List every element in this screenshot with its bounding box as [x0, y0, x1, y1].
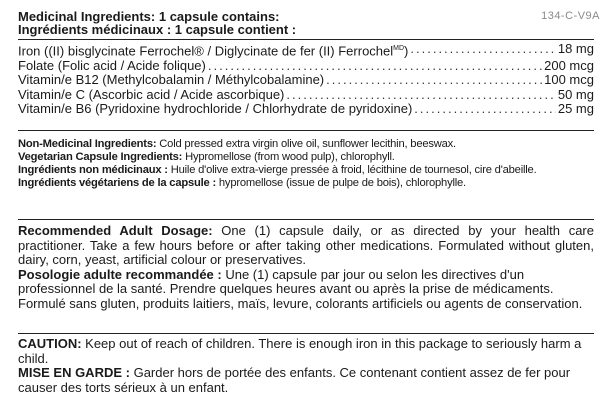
leader-dots: [410, 42, 555, 59]
medicinal-ingredients-section: [18, 10, 594, 116]
section-divider: [18, 130, 594, 131]
vegetarian-capsule-en: Vegetarian Capsule Ingredients: Hypromellose (from wood pulp), chlorophyll.: [18, 151, 395, 163]
dosage-en: Recommended Adult Dosage: One (1) capsule daily, or as directed by your health care practitioner. Take a few hours before or after taking other medications. Formulated without gluten, dairy, corn, yeast, artificial colour or preservatives.: [18, 223, 594, 267]
vegetarian-capsule-fr: Ingrédients végétariens de la capsule : hypromellose (issue de pulpe de bois), chlorophylle.: [18, 177, 466, 189]
ingredient-row-vitamin-c: [18, 88, 594, 102]
non-medicinal-en: Non-Medicinal Ingredients: Cold pressed extra virgin olive oil, sunflower lecithin, beeswax.: [18, 138, 456, 150]
ingredient-row-folate: [18, 59, 594, 73]
ingredient-amount: 50 mg: [557, 86, 594, 102]
ingredient-label: Vitamin/e C (Ascorbic acid / Acide ascorbique): [18, 86, 285, 102]
ingredient-label: Iron ((II) bisglycinate Ferrochel® / Diglycinate de fer (II) Ferrochel$^{MD}$): [18, 43, 409, 59]
section-divider: [18, 333, 594, 334]
ingredient-label: Vitamin/e B6 (Pyridoxine hydrochloride / Chlorhydrate de pyridoxine): [18, 100, 413, 116]
ingredient-row-iron: [18, 42, 594, 59]
non-medicinal-fr: Ingrédients non médicinaux : Huile d'olive extra-vierge pressée à froid, lécithine de tournesol, cire d'abeille.: [18, 164, 537, 176]
leader-dots: [208, 59, 542, 73]
ingredient-label: Folate (Folic acid / Acide folique): [18, 57, 206, 73]
ingredient-label: Vitamin/e B12 (Methylcobalamin / Méthylcobalamine): [18, 72, 325, 88]
medicinal-heading-fr: Ingrédients médicinaux : 1 capsule contient :: [18, 22, 297, 37]
section-divider: [18, 219, 594, 220]
leader-dots: [286, 88, 555, 102]
ingredient-amount: 18 mg: [557, 41, 594, 56]
ingredient-amount: 100 mcg: [544, 72, 594, 88]
non-medicinal-section: [18, 138, 594, 190]
ingredient-row-b6: [18, 102, 594, 116]
heading-rule: [18, 39, 594, 40]
dosage-section: [18, 224, 594, 311]
ingredient-row-b12: [18, 73, 594, 87]
label-code: 134-C-V9A: [541, 10, 600, 22]
dosage-fr: Posologie adulte recommandée : Une (1) capsule par jour ou selon les directives d'un professionnel de la santé. Prendre quelques heures avant ou après la prise de médicaments. Formulé sans gluten, produits laitiers, maïs, levure, colorants artificiels ou agents de conservation.: [18, 266, 583, 311]
caution-en: CAUTION: Keep out of reach of children. There is enough iron in this package to seriously harm a child.: [18, 336, 582, 366]
caution-fr: MISE EN GARDE : Garder hors de portée des enfants. Ce contenant contient assez de fer pour causer des torts sérieux à un enfant.: [18, 365, 571, 395]
leader-dots: [414, 102, 556, 116]
ingredient-amount: 200 mcg: [544, 57, 594, 73]
caution-section: [18, 337, 594, 395]
leader-dots: [326, 73, 542, 87]
medicinal-heading-en: Medicinal Ingredients: 1 capsule contains:: [18, 9, 280, 24]
ingredient-amount: 25 mg: [557, 100, 594, 116]
